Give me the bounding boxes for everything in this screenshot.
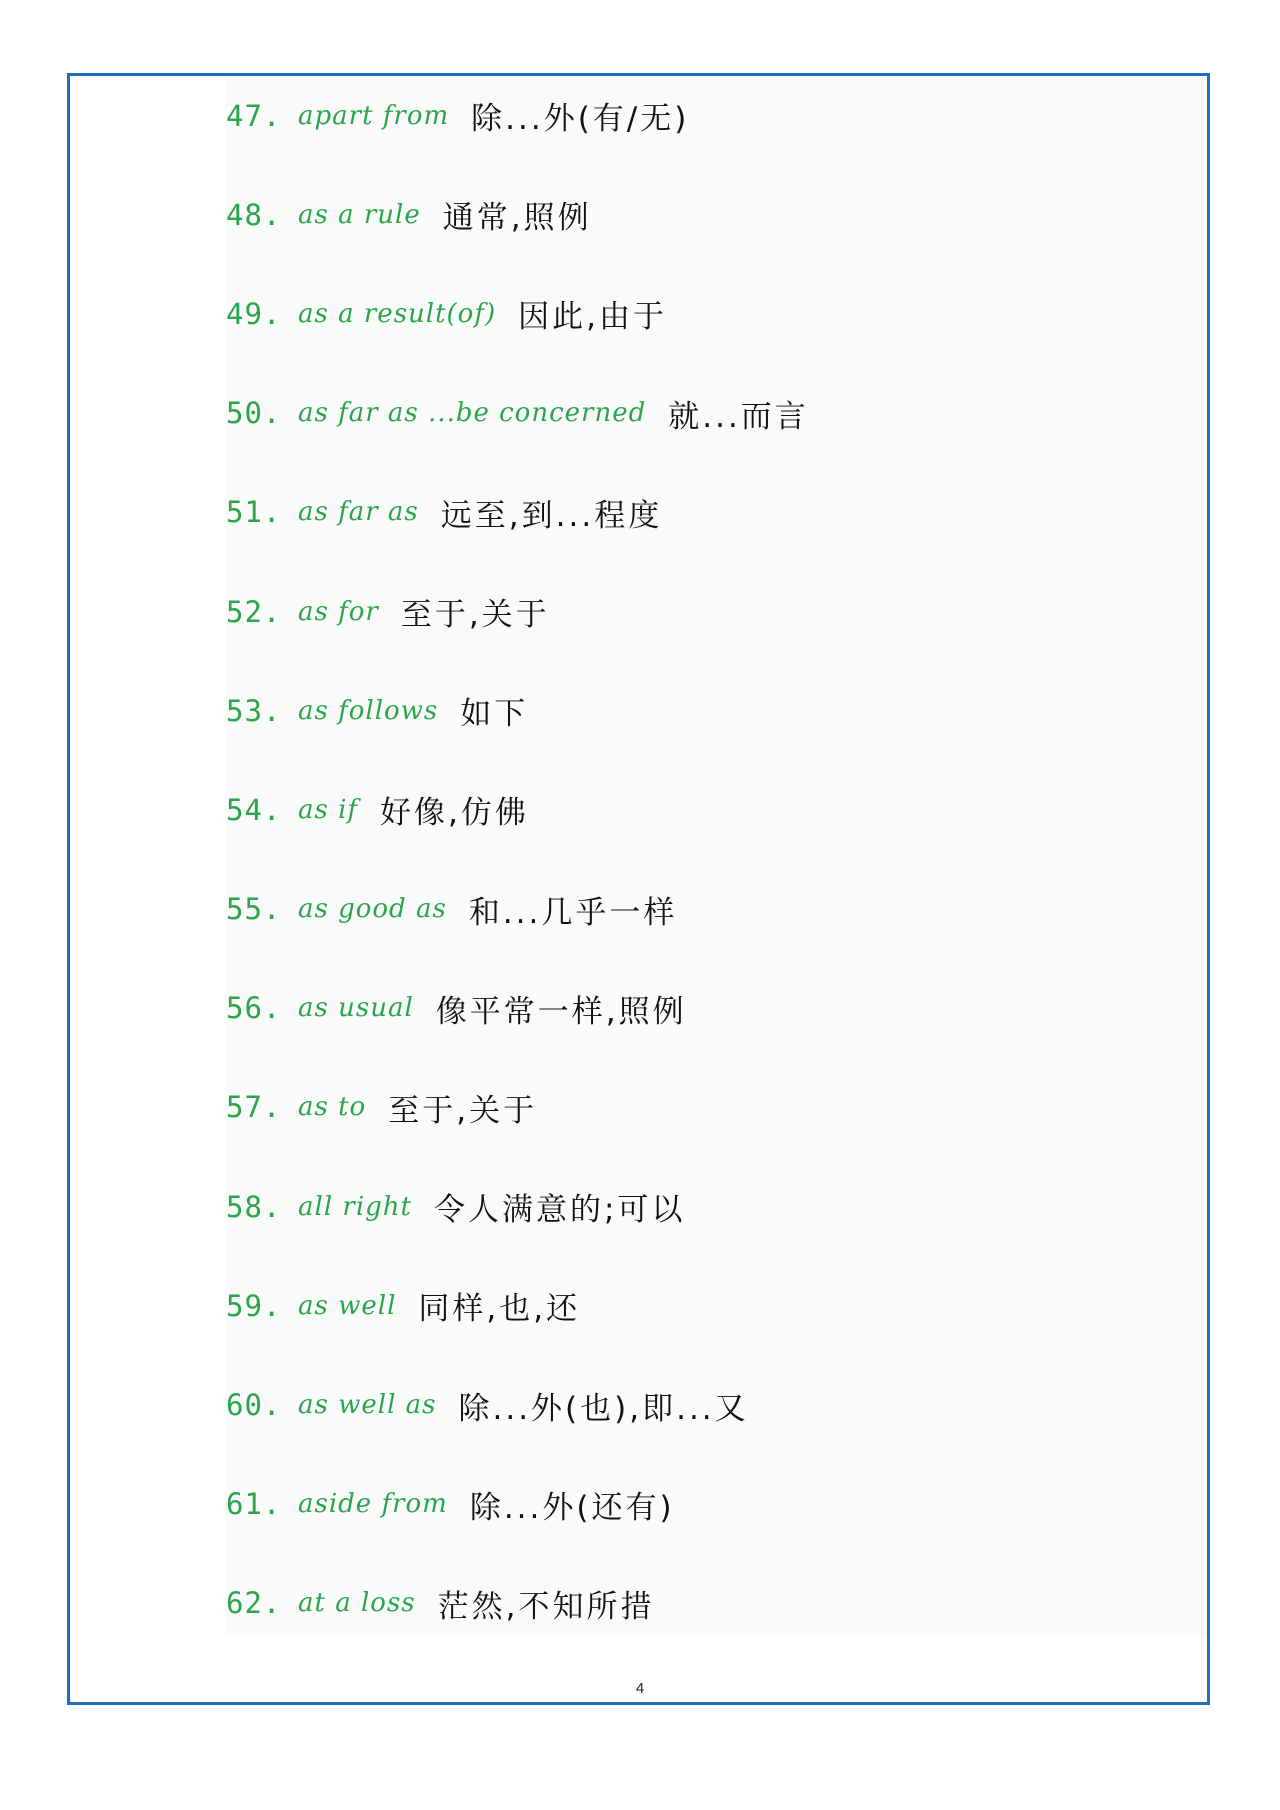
list-item	[226, 165, 1207, 264]
entry-number: 61.	[226, 1487, 282, 1522]
entry-phrase: as far as	[298, 497, 419, 528]
entry-phrase: as for	[298, 596, 379, 627]
entry-number: 54.	[226, 792, 282, 827]
entry-meaning: 通常,照例	[442, 200, 592, 237]
entry-number: 52.	[226, 594, 282, 629]
entry-number: 59.	[226, 1288, 282, 1323]
entry-meaning: 和...几乎一样	[468, 894, 678, 931]
list-item	[226, 66, 1207, 165]
entry-meaning: 令人满意的;可以	[433, 1192, 686, 1229]
list-item	[226, 1058, 1207, 1157]
entry-phrase: apart from	[298, 100, 450, 131]
entry-number: 47.	[226, 98, 282, 133]
entry-number: 50.	[226, 396, 282, 431]
page-number: 4	[635, 1680, 645, 1697]
entry-meaning: 就...而言	[668, 398, 809, 435]
list-item	[226, 860, 1207, 959]
entry-phrase: as to	[298, 1092, 367, 1123]
entry-meaning: 好像,仿佛	[380, 795, 529, 832]
entry-meaning: 如下	[460, 696, 529, 733]
list-item	[226, 1157, 1207, 1256]
entry-meaning: 茫然,不知所措	[437, 1588, 655, 1625]
entry-meaning: 除...外(还有)	[469, 1489, 675, 1526]
entry-meaning: 因此,由于	[518, 299, 667, 336]
entry-meaning: 像平常一样,照例	[435, 993, 687, 1030]
list-item	[226, 1455, 1207, 1554]
entry-meaning: 至于,关于	[388, 1092, 538, 1129]
entry-phrase: as well as	[298, 1390, 437, 1421]
entry-phrase: as a rule	[298, 199, 421, 230]
entry-meaning: 除...外(有/无)	[471, 101, 690, 138]
list-item	[226, 364, 1207, 463]
entry-number: 60.	[226, 1388, 282, 1423]
entry-phrase: as a result(of)	[298, 298, 497, 329]
entry-phrase: aside from	[298, 1489, 448, 1520]
entry-phrase: all right	[298, 1191, 412, 1222]
list-item	[226, 1256, 1207, 1355]
entry-number: 55.	[226, 892, 282, 927]
entry-meaning: 至于,关于	[400, 597, 550, 634]
entry-number: 48.	[226, 197, 282, 232]
entry-phrase: as far as ...be concerned	[298, 398, 647, 429]
entry-phrase: as follows	[298, 695, 439, 726]
entry-number: 62.	[226, 1586, 282, 1621]
phrase-list	[226, 76, 1207, 1653]
entry-meaning: 除...外(也),即...又	[458, 1390, 749, 1427]
list-item	[226, 463, 1207, 562]
list-item	[226, 1554, 1207, 1653]
list-item	[226, 264, 1207, 363]
list-item	[226, 959, 1207, 1058]
entry-meaning: 同样,也,还	[418, 1291, 581, 1328]
list-item	[226, 1355, 1207, 1454]
entry-phrase: at a loss	[298, 1588, 416, 1619]
list-item	[226, 760, 1207, 859]
entry-number: 51.	[226, 495, 282, 530]
entry-number: 57.	[226, 1090, 282, 1125]
entry-phrase: as good as	[298, 894, 447, 925]
list-item	[226, 562, 1207, 661]
entry-number: 49.	[226, 296, 282, 331]
entry-meaning: 远至,到...程度	[440, 497, 663, 534]
entry-number: 56.	[226, 991, 282, 1026]
entry-phrase: as if	[298, 794, 359, 825]
list-item	[226, 661, 1207, 760]
entry-phrase: as well	[298, 1290, 397, 1321]
entry-number: 53.	[226, 693, 282, 728]
entry-phrase: as usual	[298, 993, 414, 1024]
entry-number: 58.	[226, 1189, 282, 1224]
